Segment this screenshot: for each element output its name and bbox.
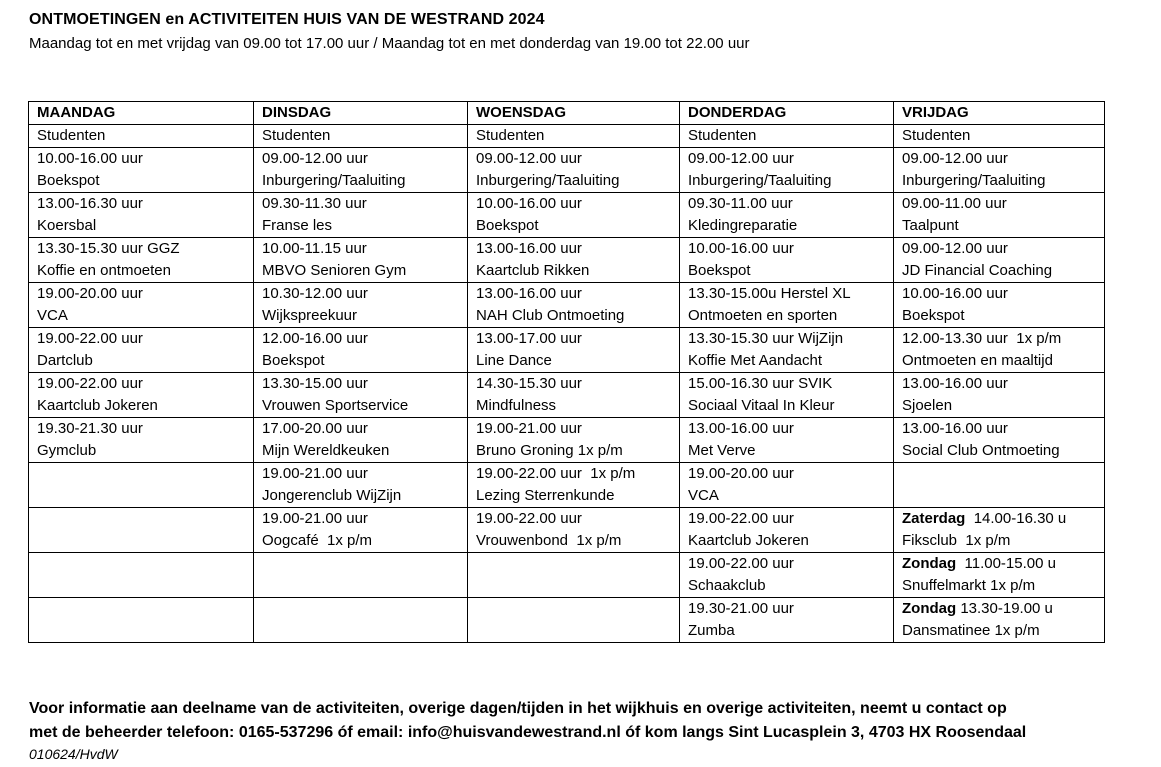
table-row xyxy=(29,418,1105,463)
table-cell xyxy=(254,148,468,193)
weekend-time: 13.30-19.00 u xyxy=(956,600,1053,617)
activity-time: 19.30-21.30 uur xyxy=(37,420,143,437)
activity-time: 13.00-16.00 uur xyxy=(476,285,582,302)
column-header: MAANDAG xyxy=(29,102,254,125)
activity-time: 12.00-16.00 uur xyxy=(262,330,368,347)
students-row xyxy=(29,125,1105,148)
activity-name: Inburgering/Taaluiting xyxy=(688,172,832,189)
activity-name: Snuffelmarkt 1x p/m xyxy=(902,577,1036,594)
column-header: VRIJDAG xyxy=(894,102,1105,125)
activity-name: Inburgering/Taaluiting xyxy=(902,172,1046,189)
activity-name: Kaartclub Rikken xyxy=(476,262,590,279)
activity-name: Koffie en ontmoeten xyxy=(37,262,171,279)
table-cell xyxy=(29,328,254,373)
table-cell xyxy=(680,373,894,418)
activity-name: JD Financial Coaching xyxy=(902,262,1053,279)
weekend-day-label: Zondag xyxy=(902,555,957,572)
activity-time: 14.30-15.30 uur xyxy=(476,375,582,392)
table-header-row xyxy=(29,102,1105,125)
table-cell xyxy=(254,463,468,508)
activity-time: 12.00-13.30 uur 1x p/m xyxy=(902,330,1062,347)
activity-time: 19.00-20.00 uur xyxy=(37,285,143,302)
table-cell xyxy=(254,418,468,463)
table-cell xyxy=(29,508,254,553)
table-cell xyxy=(894,508,1105,553)
activity-time: 13.30-15.00 uur xyxy=(262,375,368,392)
activity-time: 10.00-16.00 uur xyxy=(902,285,1008,302)
table-cell xyxy=(468,373,680,418)
activity-time: 13.00-16.00 uur xyxy=(902,375,1008,392)
table-cell xyxy=(680,598,894,643)
activity-name: Dansmatinee 1x p/m xyxy=(902,622,1040,639)
activity-time: 13.00-16.00 uur xyxy=(902,420,1008,437)
contact-info xyxy=(29,697,1026,745)
table-row xyxy=(29,373,1105,418)
activity-time: 15.00-16.30 uur SVIK xyxy=(688,375,833,392)
activity-time: 19.00-21.00 uur xyxy=(262,465,368,482)
activity-time xyxy=(902,553,1096,575)
activity-time: 09.00-11.00 uur xyxy=(902,195,1007,212)
activity-time: 09.00-12.00 uur xyxy=(476,150,582,167)
activity-name: Boekspot xyxy=(37,172,100,189)
opening-hours: Maandag tot en met vrijdag van 09.00 tot 17.00 uur / Maandag tot en met donderdag van 19.00 tot 22.00 uur xyxy=(29,35,750,52)
activity-name: MBVO Senioren Gym xyxy=(262,262,407,279)
activity-time: 13.30-15.30 uur WijZijn xyxy=(688,330,844,347)
activity-time: 10.00-16.00 uur xyxy=(688,240,794,257)
activity-time: 19.00-22.00 uur xyxy=(688,555,794,572)
activity-name: Sociaal Vitaal In Kleur xyxy=(688,397,835,414)
activity-name: Social Club Ontmoeting xyxy=(902,442,1060,459)
activity-time: 10.00-11.15 uur xyxy=(262,240,367,257)
activity-name: Schaakclub xyxy=(688,577,766,594)
table-cell: Studenten xyxy=(254,125,468,148)
table-cell xyxy=(680,193,894,238)
table-cell xyxy=(29,553,254,598)
activity-name: Boekspot xyxy=(902,307,965,324)
table-cell xyxy=(680,553,894,598)
table-row xyxy=(29,508,1105,553)
activity-time: 19.00-22.00 uur xyxy=(37,330,143,347)
column-header: WOENSDAG xyxy=(468,102,680,125)
table-cell xyxy=(894,373,1105,418)
table-cell xyxy=(254,553,468,598)
table-cell xyxy=(468,328,680,373)
activity-time: 09.30-11.30 uur xyxy=(262,195,367,212)
contact-line: met de beheerder telefoon: 0165-537296 óf email: info@huisvandewestrand.nl óf kom langs Sint Lucasplein 3, 4703 HX Roosendaal xyxy=(29,724,1027,741)
activity-time: 13.00-16.30 uur xyxy=(37,195,143,212)
activity-name: Boekspot xyxy=(476,217,539,234)
table-cell xyxy=(894,463,1105,508)
activity-time: 17.00-20.00 uur xyxy=(262,420,368,437)
activity-time: 09.00-12.00 uur xyxy=(262,150,368,167)
table-cell xyxy=(680,463,894,508)
table-cell: Studenten xyxy=(680,125,894,148)
activity-name: Kaartclub Jokeren xyxy=(688,532,809,549)
activity-time: 09.00-12.00 uur xyxy=(902,150,1008,167)
weekend-day-label: Zaterdag xyxy=(902,510,966,527)
table-cell xyxy=(29,463,254,508)
table-cell xyxy=(894,193,1105,238)
activity-time xyxy=(902,598,1096,620)
table-cell: Studenten xyxy=(468,125,680,148)
table-cell xyxy=(894,418,1105,463)
table-cell xyxy=(468,238,680,283)
activity-time: 19.00-22.00 uur xyxy=(37,375,143,392)
table-cell: Studenten xyxy=(894,125,1105,148)
activity-name: Fiksclub 1x p/m xyxy=(902,532,1011,549)
table-cell xyxy=(29,193,254,238)
column-header: DINSDAG xyxy=(254,102,468,125)
activity-name: Ontmoeten en sporten xyxy=(688,307,838,324)
table-cell xyxy=(680,418,894,463)
activity-name: Met Verve xyxy=(688,442,756,459)
activity-time: 19.00-21.00 uur xyxy=(262,510,368,527)
activity-name: Zumba xyxy=(688,622,735,639)
activity-name: Jongerenclub WijZijn xyxy=(262,487,402,504)
activity-time: 19.00-22.00 uur xyxy=(688,510,794,527)
table-row xyxy=(29,148,1105,193)
table-cell xyxy=(680,508,894,553)
table-cell xyxy=(468,463,680,508)
activity-time: 09.00-12.00 uur xyxy=(902,240,1008,257)
activity-name: Bruno Groning 1x p/m xyxy=(476,442,623,459)
activity-name: Line Dance xyxy=(476,352,552,369)
activity-time: 10.00-16.00 uur xyxy=(476,195,582,212)
table-cell xyxy=(894,328,1105,373)
table-row xyxy=(29,463,1105,508)
table-cell xyxy=(254,283,468,328)
activity-time xyxy=(902,508,1096,530)
activity-name: Vrouwen Sportservice xyxy=(262,397,409,414)
table-cell xyxy=(254,373,468,418)
table-row xyxy=(29,283,1105,328)
table-cell xyxy=(680,283,894,328)
table-cell xyxy=(468,553,680,598)
activity-time: 13.30-15.30 uur GGZ xyxy=(37,240,180,257)
activity-time: 10.00-16.00 uur xyxy=(37,150,143,167)
table-cell xyxy=(254,238,468,283)
activity-name: Vrouwenbond 1x p/m xyxy=(476,532,622,549)
activity-name: Mijn Wereldkeuken xyxy=(262,442,390,459)
activity-time: 13.00-17.00 uur xyxy=(476,330,582,347)
table-cell xyxy=(29,598,254,643)
activity-name: Boekspot xyxy=(262,352,325,369)
activity-time: 09.00-12.00 uur xyxy=(688,150,794,167)
document-code: 010624/HvdW xyxy=(29,746,118,762)
activity-time: 19.30-21.00 uur xyxy=(688,600,794,617)
table-cell xyxy=(468,508,680,553)
activity-name: Franse les xyxy=(262,217,333,234)
table-cell xyxy=(680,148,894,193)
weekend-time: 11.00-15.00 u xyxy=(956,555,1056,572)
table-cell xyxy=(680,328,894,373)
activity-name: NAH Club Ontmoeting xyxy=(476,307,625,324)
table-cell xyxy=(468,598,680,643)
activity-time: 13.00-16.00 uur xyxy=(688,420,794,437)
table-cell xyxy=(254,598,468,643)
table-row xyxy=(29,193,1105,238)
table-cell xyxy=(254,328,468,373)
table-row xyxy=(29,238,1105,283)
table-cell xyxy=(894,283,1105,328)
table-cell xyxy=(894,148,1105,193)
table-cell xyxy=(468,418,680,463)
table-cell xyxy=(254,193,468,238)
activity-name: Koersbal xyxy=(37,217,97,234)
activity-name: Dartclub xyxy=(37,352,93,369)
table-cell xyxy=(29,148,254,193)
table-row xyxy=(29,553,1105,598)
table-cell xyxy=(468,148,680,193)
activity-time: 19.00-22.00 uur xyxy=(476,510,582,527)
table-cell xyxy=(894,238,1105,283)
activity-time: 19.00-20.00 uur xyxy=(688,465,794,482)
activity-name: Oogcafé 1x p/m xyxy=(262,532,373,549)
table-cell: Studenten xyxy=(29,125,254,148)
activity-name: Sjoelen xyxy=(902,397,953,414)
activity-time: 19.00-21.00 uur xyxy=(476,420,582,437)
page-title: ONTMOETINGEN en ACTIVITEITEN HUIS VAN DE WESTRAND 2024 xyxy=(29,11,545,28)
table-cell xyxy=(254,508,468,553)
column-header: DONDERDAG xyxy=(680,102,894,125)
activity-name: Inburgering/Taaluiting xyxy=(262,172,406,189)
table-cell xyxy=(29,373,254,418)
table-cell xyxy=(894,598,1105,643)
activity-name: Kaartclub Jokeren xyxy=(37,397,158,414)
activity-name: Gymclub xyxy=(37,442,97,459)
activity-name: Wijkspreekuur xyxy=(262,307,358,324)
activity-time: 09.30-11.00 uur xyxy=(688,195,793,212)
activity-name: Ontmoeten en maaltijd xyxy=(902,352,1053,369)
table-cell xyxy=(29,283,254,328)
activity-time: 10.30-12.00 uur xyxy=(262,285,368,302)
activity-name: Lezing Sterrenkunde xyxy=(476,487,615,504)
weekend-day-label: Zondag xyxy=(902,600,957,617)
table-cell xyxy=(29,238,254,283)
activity-name: Mindfulness xyxy=(476,397,557,414)
activity-schedule-table xyxy=(28,101,1105,643)
weekend-time: 14.00-16.30 u xyxy=(965,510,1067,527)
activity-name: Kledingreparatie xyxy=(688,217,798,234)
table-row xyxy=(29,328,1105,373)
activity-time: 19.00-22.00 uur 1x p/m xyxy=(476,465,636,482)
table-cell xyxy=(468,283,680,328)
table-cell xyxy=(894,553,1105,598)
activity-name: VCA xyxy=(37,307,68,324)
activity-time: 13.30-15.00u Herstel XL xyxy=(688,285,851,302)
activity-name: Inburgering/Taaluiting xyxy=(476,172,620,189)
table-cell xyxy=(29,418,254,463)
activity-name: Koffie Met Aandacht xyxy=(688,352,822,369)
table-row xyxy=(29,598,1105,643)
activity-time: 13.00-16.00 uur xyxy=(476,240,582,257)
table-cell xyxy=(680,238,894,283)
activity-name: Boekspot xyxy=(688,262,751,279)
contact-line: Voor informatie aan deelname van de activiteiten, overige dagen/tijden in het wijkhuis en overige activiteiten, neemt u contact op xyxy=(29,700,1007,717)
activity-name: Taalpunt xyxy=(902,217,959,234)
table-cell xyxy=(468,193,680,238)
activity-name: VCA xyxy=(688,487,719,504)
